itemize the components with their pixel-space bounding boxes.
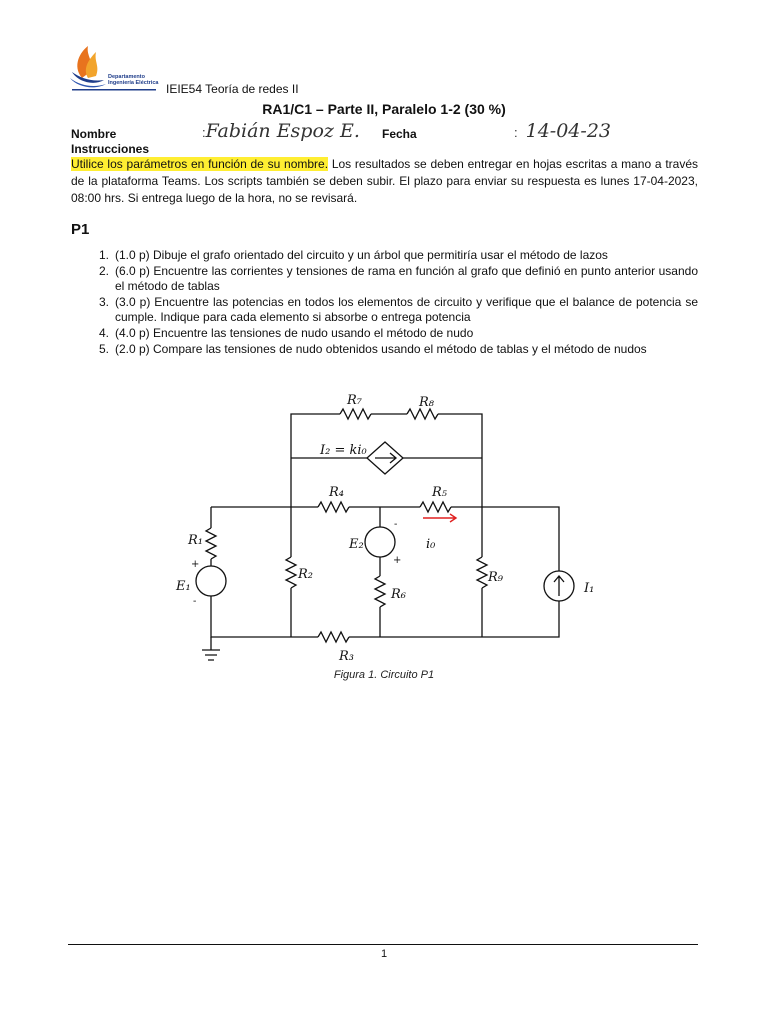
figure-caption: Figura 1. Circuito P1 xyxy=(333,669,435,681)
item-number: 1. xyxy=(98,248,109,262)
wire-main-top-right xyxy=(451,507,559,571)
resistor-r8 xyxy=(407,409,438,419)
label-i0: i₀ xyxy=(426,537,436,552)
nombre-label: Nombre xyxy=(71,127,117,141)
department-logo xyxy=(68,42,164,96)
source-e1 xyxy=(196,566,226,596)
item-number: 5. xyxy=(98,341,109,356)
item-text: (2.0 p) Compare las tensiones de nudo obtenidos usando el método de tablas y el método de nudos xyxy=(115,341,647,356)
list-item xyxy=(71,264,698,295)
item-text: (6.0 p) Encuentre las corrientes y tensiones de rama en función al grafo que definió en punto anterior usando el método de tablas xyxy=(115,263,698,294)
label-r7: R₇ xyxy=(347,393,362,408)
nombre-handwritten: Fabián Espoz E. xyxy=(205,120,360,142)
label-r9: R₉ xyxy=(488,570,503,585)
list-item xyxy=(71,342,698,358)
instructions-rest: Los resultados se deben entregar en hojas escritas a mano a través de la plataforma Teams. Los scripts también se deben subir. El plazo para enviar su respuesta es lunes 17-04-2023, 08:00 hrs. Si entrega luego de la hora, no se revisará. xyxy=(71,157,698,205)
resistor-r9 xyxy=(477,557,487,588)
resistor-r5 xyxy=(420,502,451,512)
question-list xyxy=(71,248,698,357)
fecha-label: Fecha xyxy=(382,127,417,141)
section-heading: P1 xyxy=(71,221,90,238)
label-r6: R₆ xyxy=(391,587,406,602)
label-r5: R₅ xyxy=(432,485,447,500)
resistor-r1 xyxy=(206,528,216,559)
nombre-value xyxy=(202,120,360,142)
e2-minus: - xyxy=(394,519,398,530)
item-text: (4.0 p) Encuentre las tensiones de nudo usando el método de nudo xyxy=(115,325,474,340)
list-item xyxy=(71,248,698,264)
i2-arrow xyxy=(375,453,396,463)
nombre-separator: : xyxy=(202,125,206,140)
resistor-r4 xyxy=(318,502,349,512)
label-r8: R₈ xyxy=(419,395,434,410)
label-r3: R₃ xyxy=(339,649,354,664)
instructions-highlight: Utilice los parámetros en función de su nombre. xyxy=(71,157,329,171)
document-title: RA1/C1 – Parte II, Paralelo 1-2 (30 %) xyxy=(262,101,506,117)
resistor-r7 xyxy=(340,409,371,419)
circuit-diagram xyxy=(170,385,610,670)
fecha-separator: : xyxy=(514,125,518,140)
list-item xyxy=(71,326,698,342)
instrucciones-label: Instrucciones xyxy=(71,142,150,156)
ground-symbol xyxy=(202,637,220,660)
label-e1: E₁ xyxy=(176,579,191,594)
label-i2: I₂ = ki₀ xyxy=(320,443,367,458)
resistor-r2 xyxy=(286,557,296,588)
e2-plus: + xyxy=(393,555,402,566)
logo-line2: Ingeniería Eléctrica xyxy=(108,80,159,86)
label-r1: R₁ xyxy=(188,533,203,548)
wire-left-bottom xyxy=(211,596,318,637)
source-e2 xyxy=(365,527,395,557)
resistor-r6 xyxy=(375,576,385,607)
item-number: 3. xyxy=(98,294,109,309)
item-number: 4. xyxy=(98,325,109,340)
e1-minus: - xyxy=(193,596,197,607)
footer-divider xyxy=(68,944,698,945)
fecha-value xyxy=(514,120,611,142)
list-item xyxy=(71,295,698,326)
course-name: IEIE54 Teoría de redes II xyxy=(166,82,299,96)
item-text: (3.0 p) Encuentre las potencias en todos los elementos de circuito y verifique que el balance de potencia se cumple. Indique para cada elemento si absorbe o entrega potencia xyxy=(115,294,698,325)
label-i1: I₁ xyxy=(584,581,595,596)
item-number: 2. xyxy=(98,263,109,278)
label-r2: R₂ xyxy=(298,567,313,582)
fecha-handwritten: 14-04-23 xyxy=(525,120,611,142)
i1-arrow xyxy=(554,576,564,596)
label-e2: E₂ xyxy=(349,537,364,552)
logo-line1: Departamento xyxy=(108,74,145,80)
i0-current-arrow xyxy=(423,514,456,522)
e1-plus: + xyxy=(191,559,200,570)
label-r4: R₄ xyxy=(329,485,344,500)
resistor-r3 xyxy=(318,632,349,642)
page-number: 1 xyxy=(380,948,388,960)
instructions-paragraph xyxy=(71,156,698,207)
item-text: (1.0 p) Dibuje el grafo orientado del circuito y un árbol que permitiría usar el método de lazos xyxy=(115,248,608,262)
